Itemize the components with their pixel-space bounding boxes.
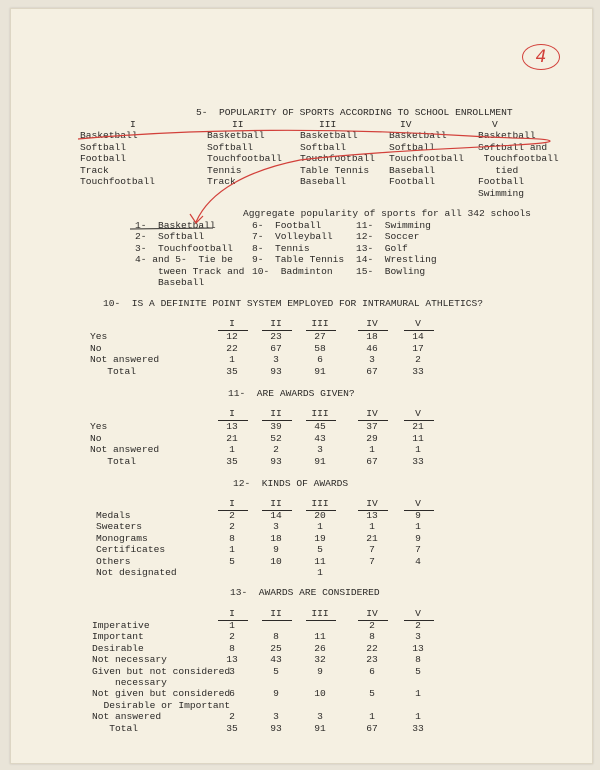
row-label: Others <box>96 555 131 567</box>
table-cell: 1 <box>369 444 375 455</box>
row-label: Total <box>90 455 137 467</box>
row-label: Monograms <box>96 532 148 544</box>
table-cell: 29 <box>366 432 378 444</box>
table-cell: 33 <box>412 455 424 467</box>
table-cell: 11 <box>412 432 424 444</box>
table-cell: 2 <box>229 711 235 723</box>
row-label: Given but not considered <box>92 665 231 677</box>
table-cell: 3 <box>273 711 279 723</box>
column-head: IV <box>366 608 378 619</box>
table-cell: 8 <box>369 631 375 643</box>
table-cell: 6 <box>317 354 323 365</box>
column-head: III <box>311 408 329 419</box>
sport-rank-item: Softball <box>300 141 347 153</box>
table-cell: 1 <box>415 711 421 723</box>
aggregate-rank-item: 1- Basketball <box>135 220 216 231</box>
table-cell: 52 <box>270 432 282 444</box>
sport-rank-item: Football <box>389 176 436 187</box>
table-cell: 7 <box>415 544 421 556</box>
row-label-continued: Desirable or Important <box>92 699 231 711</box>
table-cell: 1 <box>317 521 323 533</box>
sport-rank-item: Softball <box>80 141 127 153</box>
table-cell: 2 <box>273 444 279 455</box>
table-cell: 18 <box>366 331 378 342</box>
column-underline <box>306 620 336 621</box>
table-cell: 11 <box>314 631 326 643</box>
column-head: V <box>415 408 421 419</box>
table-cell: 14 <box>270 510 282 521</box>
table-cell: 12 <box>226 331 238 342</box>
row-label: Important <box>92 631 144 643</box>
row-label: Yes <box>90 331 108 342</box>
table-cell: 3 <box>369 354 375 365</box>
table-cell: 2 <box>229 631 235 643</box>
table-cell: 67 <box>366 365 378 377</box>
enrollment-column-head: I <box>130 119 136 130</box>
column-head: IV <box>366 318 378 329</box>
sport-rank-item: Softball <box>207 141 254 153</box>
column-underline <box>262 620 292 621</box>
table-cell: 9 <box>415 532 421 544</box>
table-cell: 25 <box>270 642 282 654</box>
table-cell: 33 <box>412 722 424 734</box>
table-cell: 46 <box>366 342 378 354</box>
table-cell: 35 <box>226 365 238 377</box>
aggregate-rank-item: 13- Golf <box>356 242 408 254</box>
aggregate-rank-item: 7- Volleyball <box>252 231 333 243</box>
table-cell: 1 <box>415 521 421 533</box>
column-head: I <box>229 608 235 619</box>
question-title: 12- KINDS OF AWARDS <box>233 478 349 489</box>
column-head: III <box>311 498 329 509</box>
table-cell: 23 <box>270 331 282 342</box>
row-label: Desirable <box>92 642 144 654</box>
sport-rank-item: Track <box>80 164 109 176</box>
table-cell: 3 <box>317 711 323 723</box>
table-cell: 6 <box>229 688 235 700</box>
aggregate-title: Aggregate popularity of sports for all 342 schools <box>243 208 531 219</box>
table-cell: 93 <box>270 365 282 377</box>
sport-rank-item: Touchfootball <box>207 153 282 164</box>
question-title: 11- ARE AWARDS GIVEN? <box>228 388 355 399</box>
table-cell: 1 <box>369 711 375 723</box>
table-cell: 67 <box>366 722 378 734</box>
table-cell: 5 <box>229 555 235 567</box>
aggregate-rank-item: 6- Football <box>252 220 322 231</box>
column-head: IV <box>366 498 378 509</box>
table-cell: 13 <box>226 654 238 666</box>
table-cell: 22 <box>366 642 378 654</box>
column-head: V <box>415 498 421 509</box>
question-title: 13- AWARDS ARE CONSIDERED <box>230 587 380 598</box>
table-cell: 6 <box>369 665 375 677</box>
table-cell: 3 <box>415 631 421 643</box>
row-label: Certificates <box>96 544 166 556</box>
sport-rank-item: Basketball <box>389 130 447 141</box>
sport-rank-item: Basketball <box>300 130 358 141</box>
column-head: II <box>270 498 282 509</box>
table-cell: 32 <box>314 654 326 666</box>
row-label: Not answered <box>90 354 160 365</box>
table-cell: 13 <box>366 510 378 521</box>
table-cell: 37 <box>366 421 378 432</box>
table-cell: 67 <box>366 455 378 467</box>
enrollment-column-head: II <box>232 119 244 130</box>
table-cell: 45 <box>314 421 326 432</box>
table-cell: 8 <box>229 642 235 654</box>
sport-rank-item: Track <box>207 176 236 187</box>
sport-rank-item: Touchfootball <box>389 153 464 164</box>
table-cell: 5 <box>273 665 279 677</box>
sport-rank-item: Baseball <box>300 176 347 187</box>
table-cell: 2 <box>369 620 375 631</box>
table-cell: 21 <box>366 532 378 544</box>
row-label: No <box>90 342 102 354</box>
table-cell: 9 <box>415 510 421 521</box>
table-cell: 91 <box>314 455 326 467</box>
sport-rank-item: Swimming <box>478 187 525 199</box>
table-cell: 33 <box>412 365 424 377</box>
row-label: Imperative <box>92 620 150 631</box>
sport-rank-item: Baseball <box>389 164 436 176</box>
table-cell: 5 <box>415 665 421 677</box>
sport-rank-item: Basketball <box>207 130 265 141</box>
table-cell: 3 <box>229 665 235 677</box>
table-cell: 1 <box>369 521 375 533</box>
sport-rank-item: Table Tennis <box>300 164 370 176</box>
enrollment-column-head: III <box>319 119 337 130</box>
row-label-continued: necessary <box>92 677 167 688</box>
enrollment-column-head: IV <box>400 119 412 130</box>
column-head: II <box>270 408 282 419</box>
aggregate-rank-item: 8- Tennis <box>252 242 310 254</box>
column-head: V <box>415 318 421 329</box>
sport-rank-item: Touchfootball <box>80 176 155 187</box>
sport-rank-item: tied <box>478 164 519 176</box>
enrollment-column-head: V <box>492 119 498 130</box>
table-cell: 39 <box>270 421 282 432</box>
table-cell: 9 <box>273 688 279 700</box>
aggregate-rank-item: 11- Swimming <box>356 220 431 231</box>
table-cell: 5 <box>369 688 375 700</box>
table-cell: 1 <box>229 354 235 365</box>
column-head: I <box>229 318 235 329</box>
table-cell: 21 <box>226 432 238 444</box>
table-cell: 58 <box>314 342 326 354</box>
sport-rank-item: Softball <box>389 141 436 153</box>
table-cell: 1 <box>415 444 421 455</box>
table-cell: 43 <box>270 654 282 666</box>
row-label: No <box>90 432 102 444</box>
row-label: Yes <box>90 421 108 432</box>
table-cell: 26 <box>314 642 326 654</box>
table-cell: 2 <box>415 354 421 365</box>
table-cell: 18 <box>270 532 282 544</box>
aggregate-rank-item: tween Track and <box>135 265 245 277</box>
row-label: Not answered <box>90 444 160 455</box>
row-label: Medals <box>96 510 131 521</box>
row-label: Sweaters <box>96 521 143 533</box>
aggregate-rank-item: 3- Touchfootball <box>135 242 233 254</box>
page-number-circled: 4 <box>522 44 560 70</box>
column-head: I <box>229 498 235 509</box>
table-cell: 1 <box>317 567 323 578</box>
sport-rank-item: Softball and <box>478 141 548 153</box>
aggregate-rank-item: 2- Softball <box>135 231 205 243</box>
table-cell: 3 <box>317 444 323 455</box>
table-cell: 3 <box>273 521 279 533</box>
question-title: 10- IS A DEFINITE POINT SYSTEM EMPLOYED FOR INTRAMURAL ATHLETICS? <box>103 298 483 309</box>
sport-rank-item: Basketball <box>80 130 138 141</box>
table-cell: 23 <box>366 654 378 666</box>
aggregate-rank-item: 10- Badminton <box>252 265 333 277</box>
table-cell: 1 <box>229 620 235 631</box>
table-cell: 21 <box>412 421 424 432</box>
table-cell: 8 <box>229 532 235 544</box>
aggregate-rank-item: 15- Bowling <box>356 265 426 277</box>
table-cell: 11 <box>314 555 326 567</box>
table-cell: 35 <box>226 722 238 734</box>
row-label: Not designated <box>96 567 177 578</box>
table-cell: 13 <box>412 642 424 654</box>
row-label: Not necessary <box>92 654 167 666</box>
table-cell: 91 <box>314 365 326 377</box>
aggregate-rank-item: 12- Soccer <box>356 231 420 243</box>
table-cell: 7 <box>369 544 375 556</box>
table-cell: 93 <box>270 455 282 467</box>
table-cell: 1 <box>415 688 421 700</box>
table-cell: 9 <box>273 544 279 556</box>
table-cell: 13 <box>226 421 238 432</box>
sport-rank-item: Touchfootball <box>300 153 375 164</box>
table-cell: 19 <box>314 532 326 544</box>
table-cell: 3 <box>273 354 279 365</box>
aggregate-rank-item: 4- and 5- Tie be <box>135 254 233 266</box>
table-cell: 43 <box>314 432 326 444</box>
sport-rank-item: Tennis <box>207 164 242 176</box>
table-cell: 2 <box>415 620 421 631</box>
column-head: III <box>311 318 329 329</box>
table-cell: 2 <box>229 521 235 533</box>
table-cell: 67 <box>270 342 282 354</box>
sport-rank-item: Basketball <box>478 130 536 141</box>
sport-rank-item: Football <box>478 176 525 187</box>
table-cell: 17 <box>412 342 424 354</box>
row-label: Not answered <box>92 711 162 723</box>
table-cell: 14 <box>412 331 424 342</box>
table-cell: 20 <box>314 510 326 521</box>
table-cell: 5 <box>317 544 323 556</box>
column-head: V <box>415 608 421 619</box>
column-head: II <box>270 608 282 619</box>
row-label: Not given but considered <box>92 688 231 700</box>
table-cell: 22 <box>226 342 238 354</box>
column-head: III <box>311 608 329 619</box>
table-cell: 1 <box>229 444 235 455</box>
table-cell: 8 <box>273 631 279 643</box>
table-cell: 2 <box>229 510 235 521</box>
row-label: Total <box>90 365 137 377</box>
table-cell: 9 <box>317 665 323 677</box>
column-head: II <box>270 318 282 329</box>
table-cell: 35 <box>226 455 238 467</box>
row-label: Total <box>92 722 139 734</box>
table-cell: 7 <box>369 555 375 567</box>
table-cell: 4 <box>415 555 421 567</box>
table-cell: 8 <box>415 654 421 666</box>
sport-rank-item: Touchfootball <box>478 153 559 164</box>
table-cell: 91 <box>314 722 326 734</box>
aggregate-rank-item: Baseball <box>135 277 205 288</box>
table-cell: 10 <box>314 688 326 700</box>
aggregate-rank-item: 9- Table Tennis <box>252 254 345 266</box>
table-cell: 1 <box>229 544 235 556</box>
aggregate-rank-item: 14- Wrestling <box>356 254 437 266</box>
table-cell: 93 <box>270 722 282 734</box>
section-5-title: 5- POPULARITY OF SPORTS ACCORDING TO SCHOOL ENROLLMENT <box>196 107 513 118</box>
column-head: IV <box>366 408 378 419</box>
column-head: I <box>229 408 235 419</box>
table-cell: 27 <box>314 331 326 342</box>
sport-rank-item: Football <box>80 153 127 164</box>
table-cell: 10 <box>270 555 282 567</box>
